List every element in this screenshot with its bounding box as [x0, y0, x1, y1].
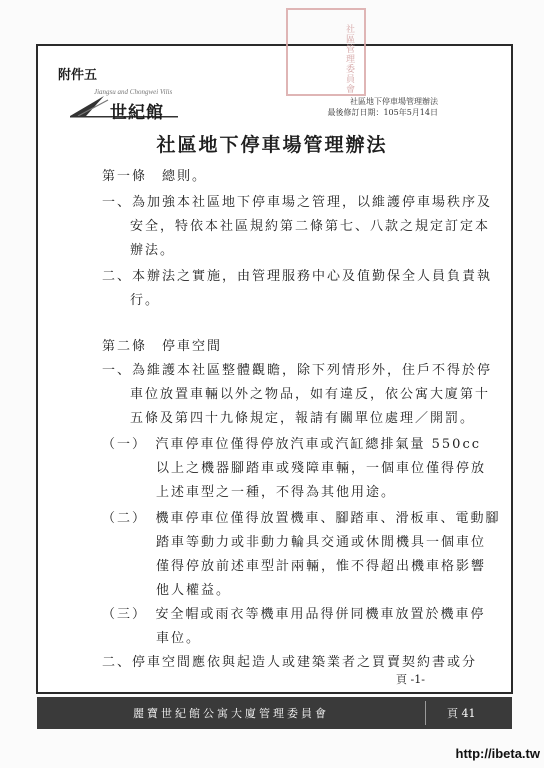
paragraph-line: 二、本辦法之實施，由管理服務中心及值勤保全人員負責執 [102, 269, 493, 284]
header-doc-name: 社區地下停車場管理辦法 [350, 97, 438, 106]
sub-item-line: 上述車型之一種，不得為其他用途。 [156, 485, 397, 500]
sub-item-line: （三） 安全帽或雨衣等機車用品得併同機車放置於機車停 [102, 607, 486, 622]
paragraph-line: 五條及第四十九條規定，報請有關單位處理／開罰。 [130, 411, 476, 426]
paragraph-line: 辦法。 [130, 243, 176, 258]
sub-item-line: （二） 機車停車位僅得放置機車、腳踏車、滑板車、電動腳 [102, 511, 501, 526]
attachment-label: 附件五 [58, 68, 98, 83]
document-title: 社區地下停車場管理辦法 [156, 134, 388, 156]
article-1-heading: 第一條 總則。 [102, 169, 208, 184]
watermark-text: http://ibeta.tw [455, 746, 540, 761]
paragraph-line: 行。 [130, 293, 161, 308]
paragraph-line: 一、為加強本社區地下停車場之管理，以維護停車場秩序及 [102, 195, 493, 210]
sub-item-line: 他人權益。 [156, 583, 232, 598]
header-revision-date: 最後修訂日期：105年5月14日 [327, 108, 438, 117]
logo-subtext: Jiangsu and Chongwei Vilis [94, 88, 173, 96]
sub-item-line: （一） 汽車停車位僅得停放汽車或汽缸總排氣量 550cc [102, 437, 482, 452]
footer-divider [425, 701, 426, 725]
sub-item-line: 踏車等動力或非動力輪具交通或休閒機具一個車位 [156, 535, 487, 550]
paragraph-line: 一、為維護本社區整體觀瞻，除下列情形外，住戶不得於停 [102, 363, 493, 378]
paragraph-line: 二、停車空間應依與起造人或建築業者之買賣契約書或分 [102, 655, 478, 670]
page-marker: 頁 -1- [396, 673, 425, 686]
footer-title: 麗寶世紀館公寓大廈管理委員會 [133, 707, 329, 720]
footer-bar [37, 697, 512, 729]
paragraph-line: 車位放置車輛以外之物品，如有違反，依公寓大廈第十 [130, 387, 491, 402]
paragraph-line: 安全，特依本社區規約第二條第七、八款之規定訂定本 [130, 219, 491, 234]
sub-item-line: 車位。 [156, 631, 202, 646]
footer-page-number: 頁 41 [447, 707, 476, 720]
article-2-heading: 第二條 停車空間 [102, 339, 223, 354]
sub-item-line: 僅得停放前述車型計兩輛，惟不得超出機車格影響 [156, 559, 487, 574]
seal-stamp-text: 社區管理委員會 [344, 24, 354, 94]
logo-name: 世紀館 [110, 103, 164, 123]
header-meta [327, 96, 438, 118]
sub-item-line: 以上之機器腳踏車或殘障車輛，一個車位僅得停放 [156, 461, 487, 476]
